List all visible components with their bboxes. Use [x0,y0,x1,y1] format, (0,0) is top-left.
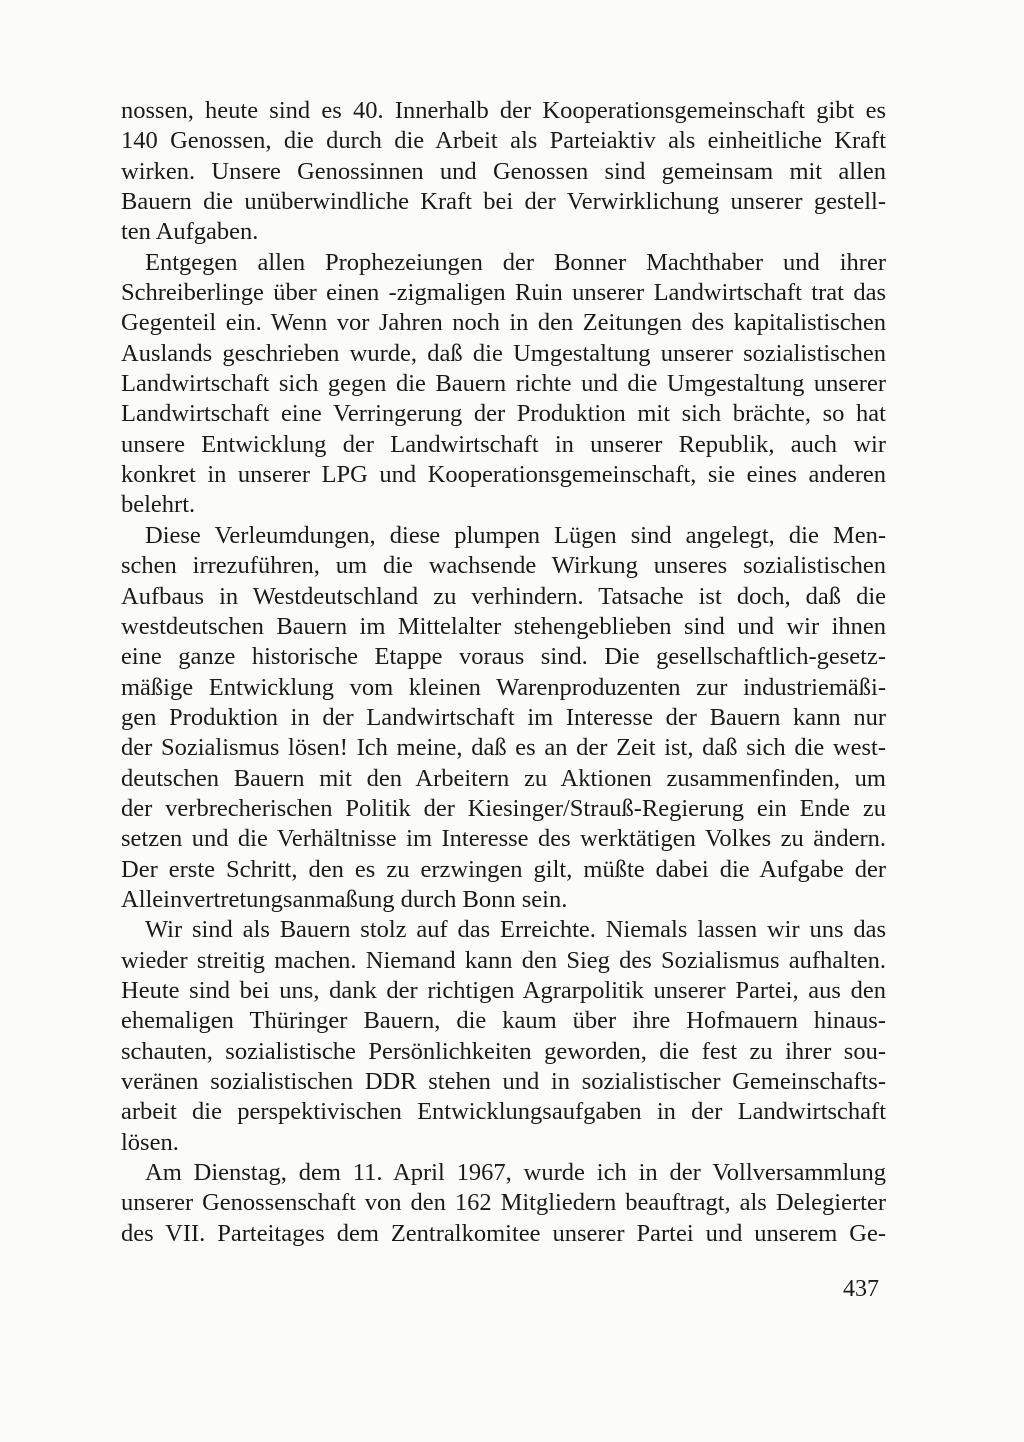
text-line: lösen. [121,1128,179,1156]
text-line: unsere Entwicklung der Landwirtschaft in unserer Republik, auch wir [121,430,886,458]
text-line: veränen sozialistischen DDR stehen und in sozialistischer Gemeinschafts- [121,1068,886,1095]
body-text [121,96,886,1249]
text-line: ehemaligen Thüringer Bauern, die kaum über ihre Hofmauern hinaus- [121,1007,886,1035]
text-line: eine ganze historische Etappe voraus sind. Die gesellschaftlich-gesetz- [121,643,886,671]
text-line: Der erste Schritt, den es zu erzwingen gilt, müßte dabei die Aufgabe der [121,855,886,883]
text-line: Wir sind als Bauern stolz auf das Erreichte. Niemals lassen wir uns das [145,916,886,944]
paragraph [121,915,886,1158]
text-line: des VII. Parteitages dem Zentralkomitee unserer Partei und unserem Ge- [121,1219,886,1247]
text-line: Schreiberlinge über einen -zigmaligen Ruin unserer Landwirtschaft trat das [121,279,886,307]
text-line: arbeit die perspektivischen Entwicklungsaufgaben in der Landwirtschaft [121,1098,886,1126]
text-line: Alleinvertretungsanmaßung durch Bonn sein. [121,885,568,913]
text-line: westdeutschen Bauern im Mittelalter stehengeblieben sind und wir ihnen [121,612,886,640]
text-line: ten Aufgaben. [121,218,259,246]
text-line: deutschen Bauern mit den Arbeitern zu Aktionen zusammenfinden, um [121,764,886,792]
text-line: Diese Verleumdungen, diese plumpen Lügen sind angelegt, die Men- [145,521,886,549]
paragraph [121,1158,886,1249]
text-line: der Sozialismus lösen! Ich meine, daß es an der Zeit ist, daß sich die west- [121,734,886,762]
text-line: Bauern die unüberwindliche Kraft bei der Verwirklichung unserer gestell- [121,188,886,216]
text-line: unserer Genossenschaft von den 162 Mitgliedern beauftragt, als Delegierter [121,1189,886,1217]
text-line: Auslands geschrieben wurde, daß die Umgestaltung unserer sozialistischen [121,339,886,367]
text-line: Gegenteil ein. Wenn vor Jahren noch in den Zeitungen des kapitalistischen [121,309,886,337]
text-line: der verbrecherischen Politik der Kiesinger/Strauß-Regierung ein Ende zu [121,794,886,822]
text-line: mäßige Entwicklung vom kleinen Warenproduzenten zur industriemäßi- [121,673,886,701]
text-line: nossen, heute sind es 40. Innerhalb der Kooperationsgemeinschaft gibt es [121,97,886,124]
text-line: konkret in unserer LPG und Kooperationsgemeinschaft, sie eines anderen [121,461,886,489]
text-line: gen Produktion in der Landwirtschaft im Interesse der Bauern kann nur [121,703,886,731]
paragraph [121,96,886,248]
text-line: belehrt. [121,491,196,519]
page-number: 437 [843,1276,879,1302]
text-line: wirken. Unsere Genossinnen und Genossen sind gemeinsam mit allen [121,157,886,185]
text-line: Heute sind bei uns, dank der richtigen Agrarpolitik unserer Partei, aus den [121,976,886,1004]
text-line: Landwirtschaft sich gegen die Bauern richte und die Umgestaltung unserer [121,370,886,398]
paragraph [121,248,886,521]
text-line: 140 Genossen, die durch die Arbeit als Parteiaktiv als einheitliche Kraft [121,127,886,155]
text-line: Entgegen allen Prophezeiungen der Bonner Machthaber und ihrer [145,248,886,276]
text-line: setzen und die Verhältnisse im Interesse des werktätigen Volkes zu ändern. [121,825,886,853]
text-line: Landwirtschaft eine Verringerung der Produktion mit sich brächte, so hat [121,400,886,428]
paragraph [121,521,886,915]
text-line: schen irrezuführen, um die wachsende Wirkung unseres sozialistischen [121,552,886,580]
text-line: wieder streitig machen. Niemand kann den Sieg des Sozialismus aufhalten. [121,946,886,974]
text-line: Aufbaus in Westdeutschland zu verhindern. Tatsache ist doch, daß die [121,582,886,610]
text-line: schauten, sozialistische Persönlichkeiten geworden, die fest zu ihrer sou- [121,1037,886,1065]
text-line: Am Dienstag, dem 11. April 1967, wurde ich in der Vollversammlung [145,1159,886,1187]
